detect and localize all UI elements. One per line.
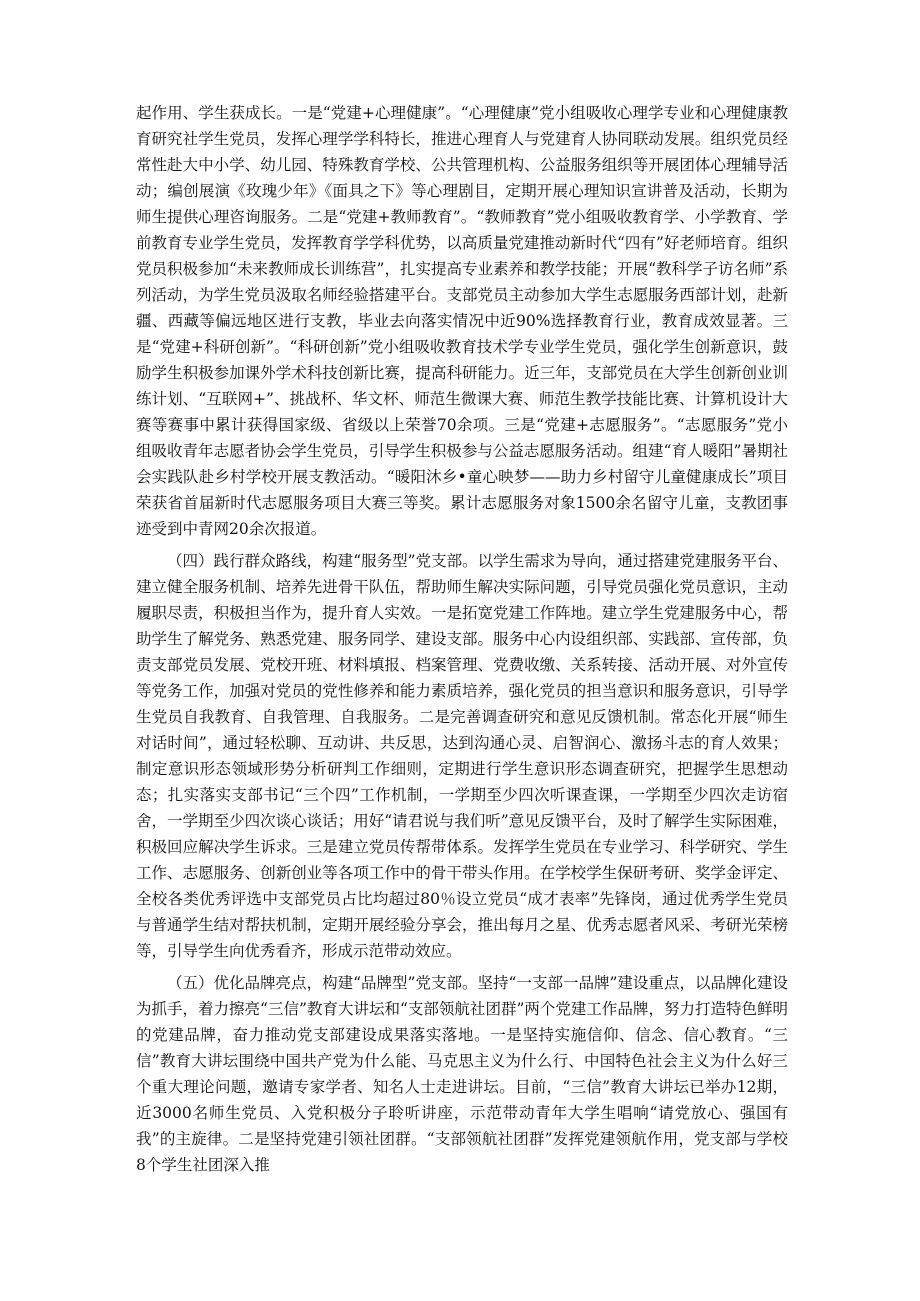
document-page [136,100,788,1178]
paragraph-brand-branch: （五）优化品牌亮点，构建“品牌型”党支部。坚持“一支部一品牌”建设重点，以品牌化建设为抓手，着力擦亮“三信”教育大讲坛和“支部领航社团群”两个党建工作品牌，努力打造特色鲜明的党建品牌，奋力推动党支部建设成果落实落地。一是坚持实施信仰、信念、信心教育。“三信”教育大讲坛围绕中国共产党为什么能、马克思主义为什么行、中国特色社会主义为什么好三个重大理论问题，邀请专家学者、知名人士走进讲坛。目前，“三信”教育大讲坛已举办12期，近3000名师生党员、入党积极分子聆听讲座，示范带动青年大学生唱响“请党放心、强国有我”的主旋律。二是坚持党建引领社团群。“支部领航社团群”发挥党建领航作用，党支部与学校8个学生社团深入推 [136,974,788,1174]
paragraph-party-building-groups: 起作用、学生获成长。一是“党建+心理健康”。“心理健康”党小组吸收心理学专业和心理健康教育研究社学生党员，发挥心理学学科特长，推进心理育人与党建育人协同联动发展。组织党员经常性赴大中小学、幼儿园、特殊教育学校、公共管理机构、公益服务组织等开展团体心理辅导活动；编创展演《玫瑰少年》《面具之下》等心理剧目，定期开展心理知识宣讲普及活动，长期为师生提供心理咨询服务。二是“党建+教师教育”。“教师教育”党小组吸收教育学、小学教育、学前教育专业学生党员，发挥教育学学科优势，以高质量党建推动新时代“四有”好老师培育。组织党员积极参加“未来教师成长训练营”，扎实提高专业素养和教学技能；开展“教科学子访名师”系列活动，为学生党员汲取名师经验搭建平台。支部党员主动参加大学生志愿服务西部计划，赴新疆、西藏等偏远地区进行支教，毕业去向落实情况中近90%选择教育行业，教育成效显著。三是“党建+科研创新”。“科研创新”党小组吸收教育技术学专业学生党员，强化学生创新意识，鼓励学生积极参加课外学术科技创新比赛，提高科研能力。近三年，支部党员在大学生创新创业训练计划、“互联网+”、挑战杯、华文杯、师范生微课大赛、师范生教学技能比赛、计算机设计大赛等赛事中累计获得国家级、省级以上荣誉70余项。三是“党建+志愿服务”。“志愿服务”党小组吸收青年志愿者协会学生党员，引导学生积极参与公益志愿服务活动。组建“育人暖阳”暑期社会实践队赴乡村学校开展支教活动。“暖阳沐乡•童心映梦——助力乡村留守儿童健康成长”项目荣获省首届新时代志愿服务项目大赛三等奖。累计志愿服务对象1500余名留守儿童，支教团事迹受到中青网20余次报道。 [136,104,788,538]
paragraph-service-branch: （四）践行群众路线，构建“服务型”党支部。以学生需求为导向，通过搭建党建服务平台、建立健全服务机制、培养先进骨干队伍，帮助师生解决实际问题，引导党员强化党员意识，主动履职尽责，积极担当作为，提升育人实效。一是拓宽党建工作阵地。建立学生党建服务中心，帮助学生了解党务、熟悉党建、服务同学、建设支部。服务中心内设组织部、实践部、宣传部，负责支部党员发展、党校开班、材料填报、档案管理、党费收缴、关系转接、活动开展、对外宣传等党务工作，加强对党员的党性修养和能力素质培养，强化党员的担当意识和服务意识，引导学生党员自我教育、自我管理、自我服务。二是完善调查研究和意见反馈机制。常态化开展“师生对话时间”，通过轻松聊、互动讲、共反思，达到沟通心灵、启智润心、激扬斗志的育人效果；制定意识形态领域形势分析研判工作细则，定期进行学生意识形态调查研究，把握学生思想动态；扎实落实支部书记“三个四”工作机制，一学期至少四次听课查课，一学期至少四次走访宿舍，一学期至少四次谈心谈话；用好“请君说与我们听”意见反馈平台，及时了解学生实际困难，积极回应解决学生诉求。三是建立党员传帮带体系。发挥学生党员在专业学习、科学研究、学生工作、志愿服务、创新创业等各项工作中的骨干带头作用。在学校学生保研考研、奖学金评定、全校各类优秀评选中支部党员占比均超过80％设立党员“成才表率”先锋岗，通过优秀学生党员与普通学生结对帮扶机制，定期开展经验分享会，推出每月之星、优秀志愿者风采、考研光荣榜等，引导学生向优秀看齐，形成示范带动效应。 [136,552,788,960]
